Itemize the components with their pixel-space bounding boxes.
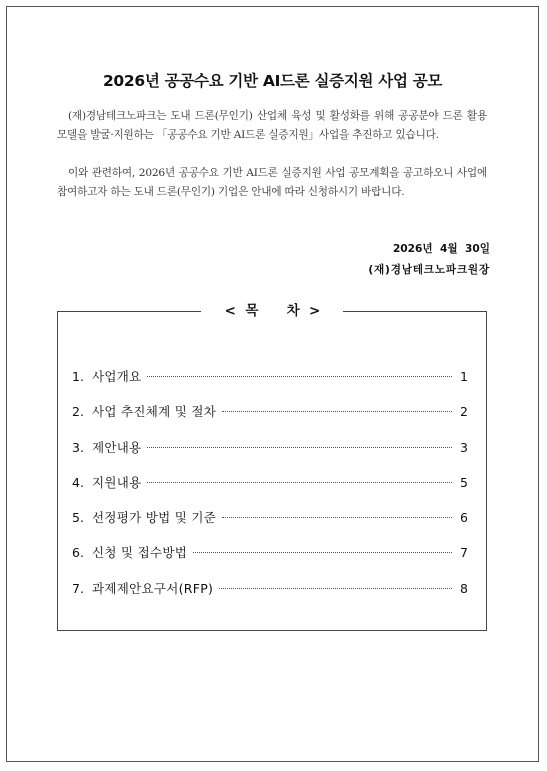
issuing-organization: (재)경남테크노파크원장 xyxy=(368,264,490,276)
announcement-paragraph: 이와 관련하여, 2026년 공공수요 기반 AI드론 실증지원 사업 공모계획을 공고하오니 사업에 참여하고자 하는 도내 드론(무인기) 기업은 안내에 따라 신청하시기 바랍니다. xyxy=(57,167,487,198)
toc-item-label: 사업 추진체계 및 절차 xyxy=(91,404,217,420)
toc-leader-dots xyxy=(193,552,452,553)
toc-top-border-left xyxy=(58,311,201,312)
announcement-date: 2026년 4월 30일 xyxy=(392,243,490,255)
toc-item[interactable] xyxy=(72,473,468,508)
toc-item-label: 선정평가 방법 및 기준 xyxy=(91,510,217,526)
toc-item-number: 2. xyxy=(72,404,84,420)
toc-item-number: 5. xyxy=(72,510,84,526)
toc-item-page: 8 xyxy=(460,580,468,596)
intro-paragraph: (재)경남테크노파크는 도내 드론(무인기) 산업체 육성 및 활성화를 위해 공공분야 드론 활용 모델을 발굴·지원하는 「공공수요 기반 AI드론 실증지원」사업을 추진하고 있습니다. xyxy=(57,110,487,141)
toc-item-label: 사업개요 xyxy=(91,369,142,384)
toc-leader-dots xyxy=(147,482,452,483)
toc-item[interactable] xyxy=(72,543,468,578)
toc-leader-dots xyxy=(222,411,452,412)
toc-item-label: 신청 및 접수방법 xyxy=(91,545,188,561)
toc-item-number: 1. xyxy=(72,369,84,384)
toc-item[interactable] xyxy=(72,438,468,473)
toc-item-page: 3 xyxy=(460,439,468,455)
toc-item-number: 4. xyxy=(72,474,84,490)
toc-item-label: 과제제안요구서(RFP) xyxy=(91,580,214,596)
toc-item-label: 지원내용 xyxy=(91,474,142,490)
toc-item-page: 6 xyxy=(460,510,468,526)
toc-item-page: 5 xyxy=(460,474,468,490)
document-title: 2026년 공공수요 기반 AI드론 실증지원 사업 공모 xyxy=(102,72,443,90)
toc-item[interactable] xyxy=(72,508,468,543)
toc-item[interactable] xyxy=(72,367,468,402)
toc-item-page: 2 xyxy=(460,404,468,420)
toc-item-number: 3. xyxy=(72,439,84,455)
toc-leader-dots xyxy=(222,517,452,518)
toc-leader-dots xyxy=(147,376,452,377)
toc-header: < 목 차 > xyxy=(224,303,321,319)
toc-item[interactable] xyxy=(72,402,468,437)
table-of-contents xyxy=(57,303,487,631)
toc-item-label: 제안내용 xyxy=(91,439,142,455)
toc-item-page: 1 xyxy=(460,369,468,384)
toc-item[interactable] xyxy=(72,579,468,614)
toc-list xyxy=(72,367,468,614)
toc-item-number: 6. xyxy=(72,545,84,561)
toc-item-number: 7. xyxy=(72,580,84,596)
toc-item-page: 7 xyxy=(460,545,468,561)
toc-leader-dots xyxy=(147,447,452,448)
toc-leader-dots xyxy=(219,588,452,589)
document-page xyxy=(6,6,539,762)
toc-top-border-right xyxy=(343,311,486,312)
